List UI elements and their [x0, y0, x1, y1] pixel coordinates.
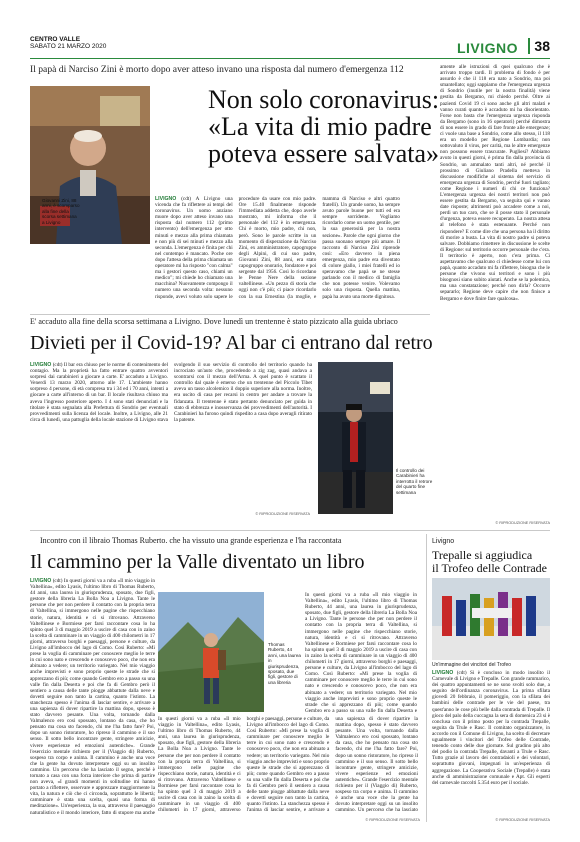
divider	[30, 530, 550, 531]
article3-credit: © RIPRODUZIONE RISERVATA	[365, 818, 420, 822]
article2-body-text: Il bar era chiuso per le norme di contenimento del contagio. Ma la proprietà ha fatto entrare quattro avventori sorpresi dai carabinieri a giocare a carte. E' accaduto a Livigno. Venerdì 13 marzo 2020, attorno alle 17. L'ambiente hanno sorpreso 4 persone, di età compresa tra i 34 ed i 70 anni, intenti a giocare a carte all'interno di un bar. Il locale risultava chiuso ma aveva l'ingresso posteriore aperto. I 4 sono stati denunciati e la titolare è stata segnalata alla Prefettura di Sondrio per eventuali provvedimenti sulla licenza del locale. Inoltre, a Livigno, alle 21 circa di lunedì, una pattuglia della locale stazione di Livigno stava svolgendo il suo servizio di controllo del territorio quando ha incrociato un'auto che, procedendo a zig zag, quasi andava a scontrarsi con il mezzo dell'Arma. A quel punto è scattato il controllo dal quale è emerso che un trentenne del Piccolo Tibet aveva un tasso alcolemico il doppio superiore alla norma. Inoltre, era uscito di casa per recarsi in centro per andare a trovare la fidanzata. Il trentenne è stato pertanto denunciato per guida in stato di ebbrezza e inosservanza dei provvedimenti dell'autorità. I Carabinieri ha furono quindi rispedito a casa dopo averagli ritirato la patente.	[30, 362, 312, 423]
article1-headline-line2: «La vita di mio padre	[208, 112, 432, 141]
article3-headline: Il cammino per la Valle diventato un libro	[30, 551, 365, 573]
divider	[30, 314, 430, 315]
article2-place: LIVIGNO	[30, 362, 52, 368]
article1-headline-line1: Non solo coronavirus:	[208, 85, 440, 114]
article3-photo	[158, 592, 264, 712]
article4-photo	[432, 578, 550, 660]
article3-body	[30, 578, 155, 816]
page-number: 38	[528, 38, 550, 54]
article1-headline-line3: poteva essere salvata»	[208, 139, 440, 168]
article1-credit: © RIPRODUZIONE RISERVATA	[495, 521, 550, 525]
article4-headline-line2: il Trofeo delle Contrade	[432, 561, 547, 575]
article1-body	[155, 196, 400, 308]
masthead	[30, 36, 106, 50]
article1-body-text: A Livigno una vicenda che fa riflettere ai tempi del coronavirus. Un uomo anziano muore dopo aver atteso invano una risposta dal numero 112 (primo intervento) dell'emergenza per otto minuti e mezzo alla prima chiamata e non più di sei minuti e mezzo alla seconda. L'emergenza è finita per chi nel contempo è mancato. Poche ore dopo l'attesa della prima chiamata un operatore mi ha risposto "con calma" ma i gestori questo caso, chiami un medico"; mi chiede ho chiamato una macchina? Nuovamente compongo il numero una seconda volta: nessuno risponde, avevi voluto solo sapere le procedure da usare con mio padre. Ore 15.40 finalmente risponde l'immediata addetta che, dopo averle mostrato, mi informa che il personale del 112 è in emergenza. Chi è morto, mio padre, chi non, però. Sono le parole scritte in un momento di disperazione da Narciso Zini, ex amministratore, capogruppo degli Alpini, di cui suo padre, Giovanni Zini, 88 anni, era stato capogruppo onorario, fondatore e poi sergente dal 1956. Così lo ricordano le Penne Nere della sezione valtellinese. «Un pezzo di storia che oggi non c'è più; ci piace ricordarlo con la sua Ernestina (la moglie, e mamma di Narciso e altri quattro fratelli). Un grande uomo, ha sempre avuto parole buone per tutti ed era sempre sorridente. Vogliamo ricordarlo come un uomo gentile, per la sua generosità per la nostra sezione». Parole che ogni giorno che passa suonano sempre più amare. Il racconto di Narciso Zini riprende così: «Ero davvero in piena emergenza, mio padre era diventato di colore giallo, i miei fratelli ed io speravamo che papà se ne stesse parlando con il medico di famiglia che non potesse venire. Volevamo solo una risposta. Quella mattina, papà ha avuto una morte dignitosa.	[155, 196, 400, 300]
article2-photo	[318, 362, 393, 514]
article2-caption: Il controllo dei Carabinieri ha interrotto il retrore del quarto fine settimana	[396, 468, 433, 495]
paper-name: CENTRO VALLE	[30, 36, 81, 43]
article1-caption: Giovanni Zini, 88 anni, è scomparso alla fine della scorsa settimana a Livigno	[42, 198, 80, 225]
article3-body-continued: In questi giorni va a ruba «Il mio viaggio in Valtellina», edito Lyasis, l'ultimo libro di Thomas Ruberto, 44 anni, una laurea in giurisprudenza, sposato, due figli, gestore della libreria La Bolla Noa a Livigno. Tante le persone che per non perdere il contatto con la propria terra di Valtellina, si immergono nelle pagine che rispecchiano storie, natura, identità e ci si ritrovano. Attraverso Valtellinese e Bormiese per farsi raccontare cosa lo ha spinto quel 3 di maggio 2019 a uscire di casa con in zaino la scelta di camminare in un viaggio di 400 chilometri in 17 giorni, attraverso borghi e paesaggi, persone e culture, da Livigno all'imbocco del lago di Como. Così Ruberto: «Mi prese la voglia di camminare per conoscere meglio le terre in cui sono nato e crescendo e conoscevo poco, che non era abituato a vedere; un territorio variegato. Nel mio viaggio anche imprevisti e sono proprio queste le strade che si apprezzano di più; come quando Gembro ero a passo su una valle fin dalla Deserta e poi che fa di Gembro però il sentiero a causa delle tante piogge abbattute dalla neve e dovetti seguire non tanto la cartina, quanto l'istinto. La stanchezza spesso è l'anima di lasciar sentire, e arrivare a una sapienza di dover ripartire la mattina dopo, spesso è stato davvero pesante. Una volta, tornando dalla Valmalenco ero così spossato, lontano da casa, che ho pensato ma cosa sto facendo, chi me l'ha fatto fare? Poi, dopo un sonno ristoratore, ho ripreso il cammino e il suo senso. Il sotto bello incontrare gente, stringere amicizie, vivere esperienze ed emozioni autentiche». Grande l'esercizio mentale richiesto per il (Viaggio di) Ruberto, sospeso tra corpo e anima. Il cammino è anche una voce che la gente ha dovuto interpretare oggi su un insolito cammino. Un percorso che ha lasciato	[158, 716, 418, 814]
article3-body-side: In questi giorni va a ruba «Il mio viaggio in Valtellina», edito Lyasis, l'ultimo libro di Thomas Ruberto, 44 anni, una laurea in giurisprudenza, sposato, due figli, gestore della libreria La Bolla Noa a Livigno. Tante le persone che per non perdere il contatto con la propria terra di Valtellina, si immergono nelle pagine che rispecchiano storie, natura, identità e ci si ritrovano. Attraverso Valtellinese e Bormiese per farsi raccontare cosa lo ha spinto quel 3 di maggio 2019 a uscire di casa con in zaino la scelta di camminare in un viaggio di 400 chilometri in 17 giorni, attraverso borghi e paesaggi, persone e culture, da Livigno all'imbocco del lago di Como. Così Ruberto: «Mi prese la voglia di camminare per conoscere meglio le terre in cui sono nato e crescendo e conoscevo poco, che non era abituato a vedere; un territorio variegato. Nel mio viaggio anche imprevisti e sono proprio queste le strade che si apprezzano di più; come quando Gembro ero a passo su una valle fin dalla Deserta e	[305, 592, 417, 714]
article4-credit: © RIPRODUZIONE RISERVATA	[495, 818, 550, 822]
article4-section: Livigno	[432, 538, 455, 545]
article4-byline: (cdt)	[456, 670, 467, 676]
article1-byline: (cdt)	[181, 196, 191, 202]
article1-kicker: Il papà di Narciso Zini è morto dopo aver atteso invano una risposta dal numero d'emergenza 112	[30, 64, 404, 75]
article4-headline-line1: Trepalle si aggiudica	[432, 548, 533, 562]
article3-place: LIVIGNO	[30, 578, 52, 584]
article2-credit: © RIPRODUZIONE RISERVATA	[255, 512, 310, 516]
article2-body	[30, 362, 312, 512]
article3-byline: (cdt)	[52, 578, 63, 584]
article4-body	[432, 670, 550, 814]
article1-body-col4: amente alle istruzioni di quei qualcuno che è arrivato troppo tardi. Il problema di fondo è per assurdo è che il 118 era nato a Sondrio, ma poi smantellato; oggi sappiamo che l'emergenza urgenza di Sondrio (inutile per la nostra finalità) viene gestita da Bergamo, mi chiedo perché. Oltre ai pazienti Covid 19 ci sono anche gli altri malati e vanno curati quanto è accaduto mi ha disorientato. Forse non basta che l'emergenza urgenza risponda da Bergamo (sono in 16 operatori) perché dimostra di non essere in grado di fare fronte alle emergenze; ci vuole una base a Sondrio, come allo stesso, il 118 era un modello per Regione Lombardia; non sottovaluto il virus, per carità, ma le altre emergenze non possono essere trascurate. Pugliesi? Abbiamo avuto in questi giorni, è prima fin dalla provincia di Sondrio, un ammalato tanti altri, né perché il prossimo di Giuliano Pradella metteva in discussione modifiche al sistema del servizio di emergenza urgenza di Sondrio, perché fuori tagliato; come Regione i numeri di chi ce funziona? L'emergenza urgenza dei nostri territori non può essere gestita da Bergamo, va seguita qui e vanno date risposte; altrimenti può accadere come a noi, perdi un tuo caro, che se il posse stato il personale d'urgenza, poteva essere recuperato. La nostra attesa al telefono è stata estenuante. Perché non rispondere? E come dire che una persona ha il diritto di morire a busta. La vita di nostro padre si poteva salvare. Dobbiamo rimettere in discussione le scelte di Regione: sul territorio occorre personale che c'era. Il territorio è aperto, non c'era prima. Ci aspettavamo che qualcuno ci chiedesse come lui con papà, quanto accaduto mi fa riflettere, bisogna che le persone che vivono sui territori e sono i più bisognosi siano subito aiutati. Anche se la polemica, ma una constatazione; perché non dirla? Occorre separarlo; Regione deve capire che non finisce a Bergamo e dove finire fare qualcosa».	[440, 64, 550, 302]
article2-byline: (cdt)	[52, 362, 63, 368]
article3-body-text: In questi giorni va a ruba «Il mio viaggio in Valtellina», edito Lyasis, l'ultimo libro di Thomas Ruberto, 44 anni, una laurea in giurisprudenza, sposato, due figli, gestore della libreria La Bolla Noa a Livigno. Tante le persone che per non perdere il contatto con la propria terra di Valtellina, si immergono nelle pagine che rispecchiano storie, natura, identità e ci si ritrovano. Attraverso Valtellinese e Bormiese per farsi raccontare cosa lo ha spinto quel 3 di maggio 2019 a uscire di casa con in zaino la scelta di camminare in un viaggio di 400 chilometri in 17 giorni, attraverso borghi e paesaggi, persone e culture, da Livigno all'imbocco del lago di Como. Così Ruberto: «Mi prese la voglia di camminare per conoscere meglio le terre in cui sono nato e crescendo e conoscevo poco, che non era abituato a vedere; un territorio variegato. Nel mio viaggio anche imprevisti e sono proprio queste le strade che si apprezzano di più; come quando Gembro ero a passo su una valle fin dalla Deserta e poi che fa di Gembro però il sentiero a causa delle tante piogge abbattute dalla neve e dovetti seguire non tanto la cartina, quanto l'istinto. La stanchezza spesso è l'anima di lasciar sentire, e arrivare a una sapienza di dover ripartire la mattina dopo, spesso è stato davvero pesante. Una volta, tornando dalla Valmalenco ero così spossato, lontano da casa, che ho pensato ma cosa sto facendo, chi me l'ha fatto fare? Poi, dopo un sonno ristoratore, ho ripreso il cammino e il suo senso. Il sotto bello incontrare gente, stringere amicizie, vivere esperienze ed emozioni autentiche». Grande l'esercizio mentale richiesto per il (Viaggio di) Ruberto, sospeso tra corpo e anima. Il cammino è anche una voce che la gente ha dovuto interpretare oggi su un insolito cammino. Un percorso che ha lasciato il segno, perché è tornato a casa con una forza interiore che prima di partire non aveva, «I grandi momenti in solitudine mi hanno portato a riflettere, osservare e apprezzare maggiormente la vita, la natura e ciò che ci circonda, soprattutto le libertà; camminare è stata una scelta, quasi una forma di meditazione». Un'esperienza, la sua, attraverso il paesaggio naturalistico e il mondo interiore, fatto di stupore ma anche	[30, 578, 155, 816]
article4-place: LIVIGNO	[432, 670, 454, 676]
article4-headline	[432, 549, 550, 575]
issue-date: SABATO 21 MARZO 2020	[30, 43, 107, 50]
article3-caption: Thomas Ruberto, 44 anni, una laurea in giurisprudenza, sposato, due figli, gestore di una libreria	[268, 642, 301, 685]
article2-headline: Divieti per il Covid-19? Al bar ci entrano dal retro	[30, 332, 433, 354]
article1-place: LIVIGNO	[155, 196, 177, 202]
header-rule	[30, 58, 550, 59]
article4-caption: Un'immagine dei vincitori del Trofeo	[432, 662, 512, 668]
article4-body-text: Si è concluso in modo insolito il Carnevale di Livigno e Trepalle. Con grande rammarico, dei quattro appuntamenti se ne sono svolti solo due, a seguito dell'ordinanza coronavirus. La prima sfilata giovedì 20 febbraio, il pomeriggio, con la sfilata dei bambini delle contrade per le vie del paese, tra quest'anno le cose più belle dalla contrada di Trepalle. Il gioco del palo della cuccagna la sera di domenica 23 si è conclusa con il primo posto per la contrada Trepalle, seguita da Trule e Rasc. Il comitato organizzatore, in accordo con il Comune di Livigno, ha scelto di decretare ugualmente i vincitori del Trofeo delle Contrade, tenendo conto delle due giornate. Sul gradino più alto del podio la contrada Trepalle, davanti a Trule e Rasc. Tutto grazie al lavoro dei contradaioli e dei volontari, soprattutto giovani, impegnati in un'esperienza di aggregazione. La Cooperativa Sociale (Trepalle) è stata anche di amministrazione comunale e Apt. Gli esperti del carnevale raccolti 5.354 euro per il sociale.	[432, 670, 550, 786]
article3-kicker: Incontro con il libraio Thomas Ruberto. che ha vissuto una grande esperienza e l'ha raccontata	[40, 536, 342, 545]
article2-kicker: E' accaduto alla fine della scorsa settimana a Livigno. Dove lunedì un trentenne è stato pizzicato alla guida ubriaco	[30, 317, 398, 326]
section-name: LIVIGNO	[456, 40, 518, 56]
column-divider	[426, 534, 427, 822]
